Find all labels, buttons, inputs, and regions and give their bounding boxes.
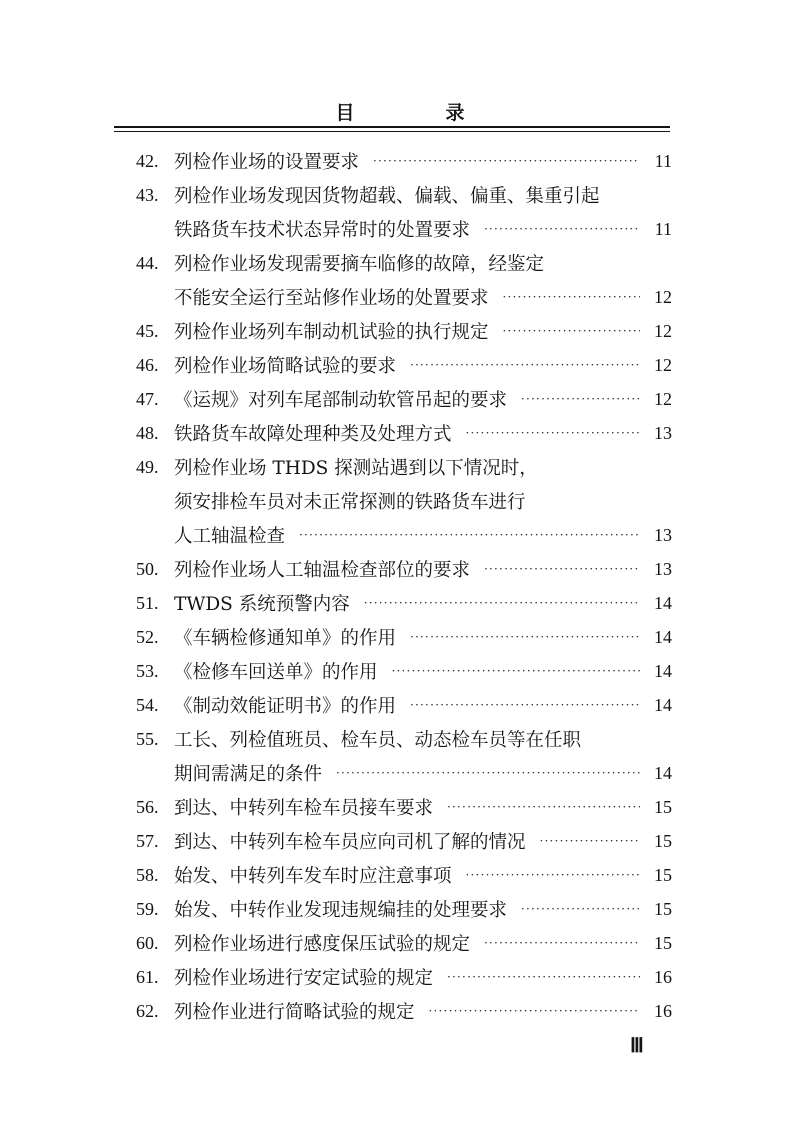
entry-title: 不能安全运行至站修作业场的处置要求 <box>174 288 489 309</box>
toc-entry-line <box>136 484 672 518</box>
entry-page-number: 15 <box>654 898 672 919</box>
entry-title: 期间需满足的条件 <box>174 764 323 785</box>
entry-title: 工长、列检值班员、检车员、动态检车员等在任职 <box>174 730 582 751</box>
toc-entry-line <box>136 450 672 484</box>
dot-leader <box>373 144 640 178</box>
entry-title: 列检作业场人工轴温检查部位的要求 <box>174 560 471 581</box>
entry-title: 到达、中转列车检车员接车要求 <box>174 798 434 819</box>
entry-title: 列检作业场的设置要求 <box>174 152 360 173</box>
entry-page-number: 13 <box>654 558 672 579</box>
toc-entry-line <box>136 858 672 892</box>
entry-page-number: 14 <box>654 762 672 783</box>
toc-entry-line <box>136 212 672 246</box>
entry-number: 45. <box>136 320 159 341</box>
entry-title: 《制动效能证明书》的作用 <box>174 696 397 717</box>
entry-page-number: 11 <box>654 218 672 239</box>
entry-number: 51. <box>136 592 159 613</box>
entry-number: 61. <box>136 966 159 987</box>
entry-number: 62. <box>136 1000 159 1021</box>
dot-leader <box>392 654 640 688</box>
entry-number: 46. <box>136 354 159 375</box>
entry-title: 人工轴温检查 <box>174 526 286 547</box>
dot-leader <box>410 348 640 382</box>
dot-leader <box>503 314 640 348</box>
toc-entry-line <box>136 144 672 178</box>
toc-entry-line <box>136 756 672 790</box>
entry-title: 《运规》对列车尾部制动软管吊起的要求 <box>174 390 508 411</box>
dot-leader <box>336 756 640 790</box>
entry-number: 57. <box>136 830 159 851</box>
entry-page-number: 12 <box>654 354 672 375</box>
entry-title: 始发、中转列车发车时应注意事项 <box>174 866 452 887</box>
dot-leader <box>466 416 640 450</box>
entry-page-number: 12 <box>654 388 672 409</box>
dot-leader <box>521 892 640 926</box>
entry-title: 须安排检车员对未正常探测的铁路货车进行 <box>174 492 526 513</box>
dot-leader <box>447 790 640 824</box>
toc-entry-line <box>136 960 672 994</box>
toc-entry-line <box>136 926 672 960</box>
entry-page-number: 16 <box>654 966 672 987</box>
entry-number: 58. <box>136 864 159 885</box>
toc-entry-line <box>136 246 672 280</box>
entry-number: 49. <box>136 456 159 477</box>
entry-page-number: 14 <box>654 626 672 647</box>
entry-page-number: 15 <box>654 830 672 851</box>
page-numeral: Ⅲ <box>630 1035 642 1057</box>
toc-entry-line <box>136 314 672 348</box>
entry-page-number: 14 <box>654 660 672 681</box>
toc-entry-line <box>136 994 672 1028</box>
entry-title: 列检作业场进行感度保压试验的规定 <box>174 934 471 955</box>
entry-title: 列检作业场进行安定试验的规定 <box>174 968 434 989</box>
entry-number: 55. <box>136 728 159 749</box>
dot-leader <box>429 994 640 1028</box>
entry-title: 《检修车回送单》的作用 <box>174 662 378 683</box>
entry-title: 《车辆检修通知单》的作用 <box>174 628 397 649</box>
entry-page-number: 14 <box>654 592 672 613</box>
title-rule-thin <box>114 131 670 132</box>
entry-title: 列检作业场发现因货物超载、偏载、偏重、集重引起 <box>174 186 600 207</box>
dot-leader <box>364 586 640 620</box>
entry-number: 48. <box>136 422 159 443</box>
entry-title: 列检作业进行简略试验的规定 <box>174 1002 415 1023</box>
entry-number: 52. <box>136 626 159 647</box>
dot-leader <box>410 688 640 722</box>
entry-title: 铁路货车故障处理种类及处理方式 <box>174 424 452 445</box>
entry-number: 53. <box>136 660 159 681</box>
entry-number: 60. <box>136 932 159 953</box>
toc-entry-line <box>136 654 672 688</box>
entry-number: 59. <box>136 898 159 919</box>
entry-number: 44. <box>136 252 159 273</box>
entry-number: 43. <box>136 184 159 205</box>
entry-page-number: 14 <box>654 694 672 715</box>
entry-title: 始发、中转作业发现违规编挂的处理要求 <box>174 900 508 921</box>
title-rule-thick <box>114 126 670 128</box>
entry-title: 列检作业场 THDS 探测站遇到以下情况时， <box>174 458 538 479</box>
dot-leader <box>447 960 640 994</box>
toc-entry-line <box>136 280 672 314</box>
entry-title: TWDS 系统预警内容 <box>174 594 350 615</box>
dot-leader <box>410 620 640 654</box>
dot-leader <box>299 518 640 552</box>
toc-entry-line <box>136 620 672 654</box>
toc-entry-line <box>136 518 672 552</box>
toc-entry-line <box>136 348 672 382</box>
dot-leader <box>484 926 640 960</box>
dot-leader <box>503 280 640 314</box>
dot-leader <box>540 824 640 858</box>
entry-page-number: 11 <box>654 150 672 171</box>
toc-entry-line <box>136 416 672 450</box>
toc-entry-line <box>136 688 672 722</box>
entry-title: 列检作业场列车制动机试验的执行规定 <box>174 322 489 343</box>
toc-entry-line <box>136 586 672 620</box>
toc-entry-line <box>136 178 672 212</box>
entry-number: 56. <box>136 796 159 817</box>
toc-entry-line <box>136 892 672 926</box>
dot-leader <box>521 382 640 416</box>
entry-page-number: 13 <box>654 524 672 545</box>
entry-title: 到达、中转列车检车员应向司机了解的情况 <box>174 832 526 853</box>
entry-page-number: 12 <box>654 320 672 341</box>
entry-page-number: 12 <box>654 286 672 307</box>
dot-leader <box>484 212 640 246</box>
entry-number: 54. <box>136 694 159 715</box>
entry-page-number: 16 <box>654 1000 672 1021</box>
entry-title: 列检作业场简略试验的要求 <box>174 356 397 377</box>
toc-title: 目 录 <box>335 102 501 124</box>
entry-number: 42. <box>136 150 159 171</box>
toc-entry-line <box>136 552 672 586</box>
toc-entry-line <box>136 824 672 858</box>
entry-page-number: 15 <box>654 864 672 885</box>
entry-number: 50. <box>136 558 159 579</box>
entry-title: 铁路货车技术状态异常时的处置要求 <box>174 220 471 241</box>
toc-entry-line <box>136 722 672 756</box>
entry-page-number: 13 <box>654 422 672 443</box>
toc-entry-line <box>136 790 672 824</box>
toc-entry-line <box>136 382 672 416</box>
entry-page-number: 15 <box>654 796 672 817</box>
entry-number: 47. <box>136 388 159 409</box>
entry-page-number: 15 <box>654 932 672 953</box>
entry-title: 列检作业场发现需要摘车临修的故障，经鉴定 <box>174 254 545 275</box>
dot-leader <box>484 552 640 586</box>
dot-leader <box>466 858 640 892</box>
